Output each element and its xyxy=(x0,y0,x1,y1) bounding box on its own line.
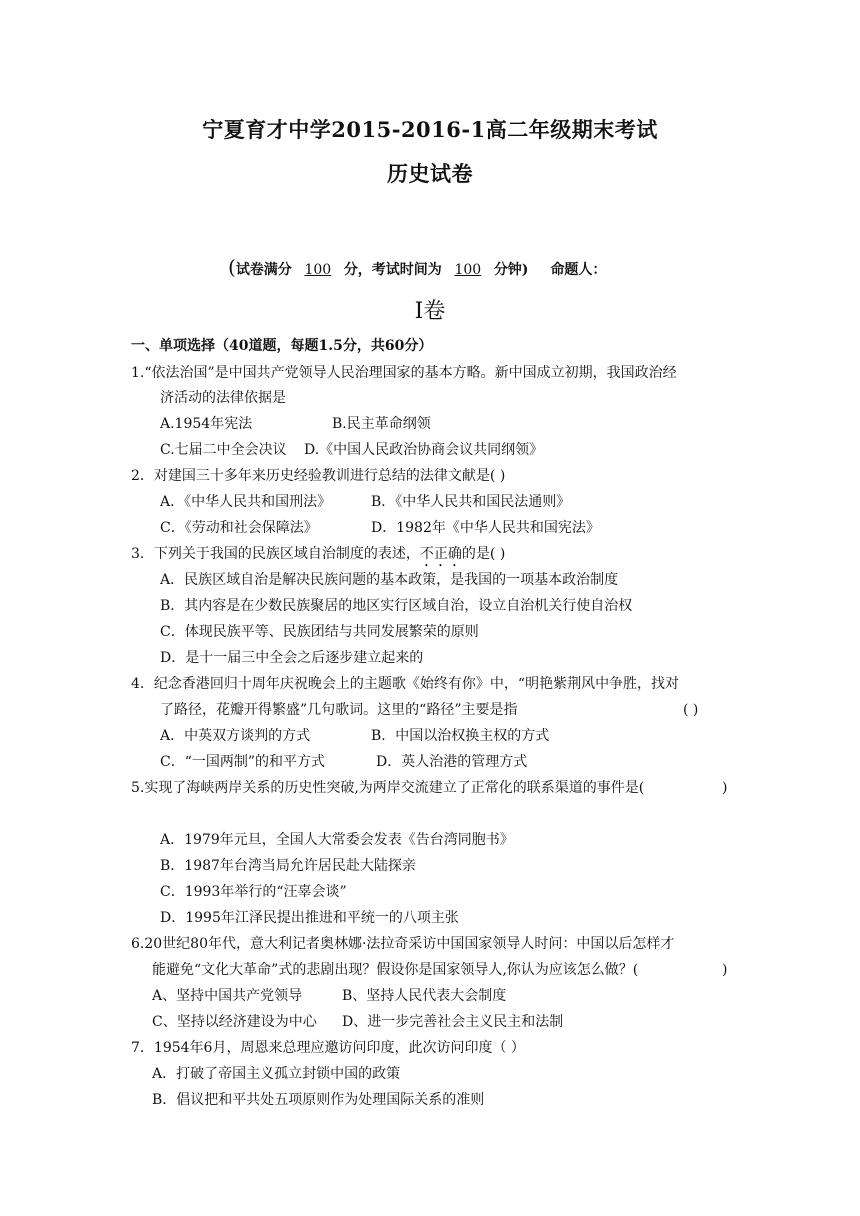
q3-stem-post: 的是( ) xyxy=(461,546,506,562)
q5-stem: 5.实现了海峡两岸关系的历史性突破,为两岸交流建立了正常化的联系渠道的事件是( xyxy=(131,780,645,796)
q5-option-a: A．1979年元旦，全国人大常委会发表《告台湾同胞书》 xyxy=(160,832,514,848)
meta-time-value: 100 xyxy=(454,262,482,278)
exam-subtitle: 历史试卷 xyxy=(387,161,473,186)
q7-option-b: B．倡议把和平共处五项原则作为处理国际关系的准则 xyxy=(152,1092,485,1108)
q5-option-d: D．1995年江泽民提出推进和平统一的八项主张 xyxy=(160,910,459,926)
q1-option-a: A.1954年宪法 xyxy=(160,416,253,432)
q7-option-a: A．打破了帝国主义孤立封锁中国的政策 xyxy=(152,1066,401,1082)
q1-stem-line2: 济活动的法律依据是 xyxy=(160,390,286,406)
q6-option-c: C、坚持以经济建设为中心 xyxy=(152,1014,317,1030)
q2-option-d: D．1982年《中华人民共和国宪法》 xyxy=(371,520,600,536)
exam-meta-line xyxy=(228,255,606,279)
q4-stem-line2: 了路径，花瓣开得繁盛”几句歌词。这里的“路径”主要是指 xyxy=(160,702,518,718)
meta-score-label: 试卷满分 xyxy=(235,262,292,278)
q3-option-c: C．体现民族平等、民族团结与共同发展繁荣的原则 xyxy=(160,624,479,640)
meta-author-label: 命题人： xyxy=(550,262,607,278)
q2-option-b: B．《中华人民共和国民法通则》 xyxy=(371,494,571,510)
q3-stem xyxy=(131,544,505,570)
q4-option-d: D．英人治港的管理方式 xyxy=(376,754,528,770)
q4-option-c: C．“一国两制”的和平方式 xyxy=(160,754,326,770)
volume-heading: Ⅰ卷 xyxy=(414,299,446,324)
q3-stem-emphasis: 不正确 xyxy=(419,546,462,562)
q3-stem-pre: 3．下列关于我国的民族区域自治制度的表述， xyxy=(131,546,420,562)
q1-option-d: D.《中国人民政治协商会议共同纲领》 xyxy=(304,442,544,458)
q6-answer-paren: ) xyxy=(722,962,728,978)
section-title: 一、单项选择（40道题，每题1.5分，共60分） xyxy=(131,338,433,354)
q3-option-d: D．是十一届三中全会之后逐步建立起来的 xyxy=(160,650,424,666)
q4-option-b: B．中国以治权换主权的方式 xyxy=(371,728,550,744)
q1-option-c: C.七届二中全会决议 xyxy=(160,442,287,458)
q5-option-b: B．1987年台湾当局允许居民赴大陆探亲 xyxy=(160,858,416,874)
q5-option-c: C．1993年举行的“汪辜会谈” xyxy=(160,884,347,900)
q5-answer-paren: ) xyxy=(722,780,728,796)
q6-option-b: B、坚持人民代表大会制度 xyxy=(342,988,507,1004)
q2-option-a: A．《中华人民共和国刑法》 xyxy=(160,494,332,510)
q6-option-a: A、坚持中国共产党领导 xyxy=(152,988,303,1004)
q4-option-a: A．中英双方谈判的方式 xyxy=(160,728,311,744)
q2-stem: 2．对建国三十多年来历史经验教训进行总结的法律文献是( ) xyxy=(131,468,506,484)
q3-option-a: A．民族区域自治是解决民族问题的基本政策，是我国的一项基本政治制度 xyxy=(160,572,619,588)
q7-stem: 7．1954年6月，周恩来总理应邀访问印度，此次访问印度（ ） xyxy=(131,1040,525,1056)
q4-answer-paren: ( ) xyxy=(683,702,699,718)
exam-title: 宁夏育才中学2015-2016-1高二年级期末考试 xyxy=(202,117,658,142)
meta-time-label: 分，考试时间为 xyxy=(343,262,442,278)
q3-option-b: B．其内容是在少数民族聚居的地区实行区域自治，设立自治机关行使自治权 xyxy=(160,598,633,614)
q2-option-c: C．《劳动和社会保障法》 xyxy=(160,520,318,536)
q6-stem-line1: 6.20世纪80年代，意大利记者奥林娜·法拉奇采访中国国家领导人时问：中国以后怎样才 xyxy=(131,936,675,952)
meta-open-paren: ( xyxy=(228,255,236,279)
q1-stem-line1: 1.“依法治国”是中国共产党领导人民治理国家的基本方略。新中国成立初期，我国政治经 xyxy=(131,365,677,381)
q6-stem-line2: 能避免“文化大革命”式的悲剧出现？假设你是国家领导人,你认为应该怎么做？( xyxy=(152,962,639,978)
q4-stem-line1: 4．纪念香港回归十周年庆祝晚会上的主题歌《始终有你》中，“明艳紫荆风中争胜，找对 xyxy=(131,676,680,692)
q1-option-b: B.民主革命纲领 xyxy=(332,416,431,432)
meta-score-value: 100 xyxy=(304,262,332,278)
meta-time-unit: 分钟) xyxy=(493,262,529,278)
q6-option-d: D、进一步完善社会主义民主和法制 xyxy=(342,1014,564,1030)
